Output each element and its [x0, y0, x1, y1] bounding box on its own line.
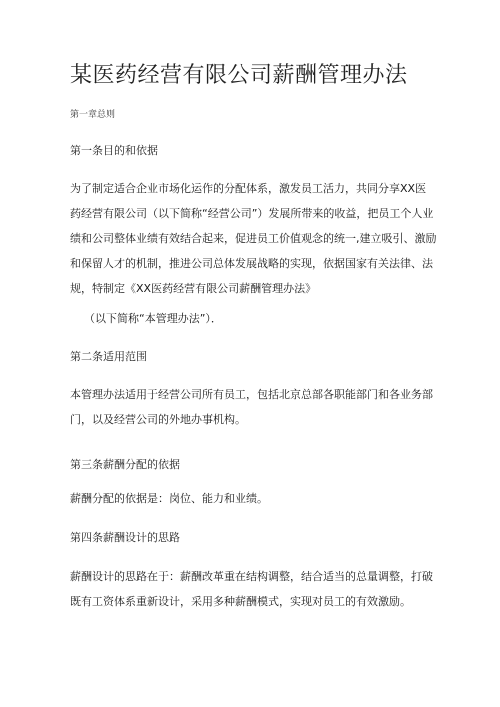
article-1-line: 规，特制定《XX医药经营有限公司薪酬管理办法》 — [70, 282, 317, 295]
article-1-tail: （以下简称“本管理办法”）． — [84, 312, 222, 325]
article-2-heading: 第二条适用范围 — [70, 350, 147, 363]
article-1-line: 绩和公司整体业绩有效结合起来，促进员工价值观念的统一,建立吸引、激励 — [70, 232, 437, 245]
article-2-body — [70, 382, 436, 432]
article-4-line: 既有工资体系重新设计，采用多种薪酬模式，实现对员工的有效激励。 — [70, 595, 411, 608]
article-1-line: 为了制定适合企业市场化运作的分配体系，激发员工活力，共同分享XX医 — [70, 182, 427, 195]
article-4-body — [70, 564, 436, 614]
article-1-heading: 第一条目的和依据 — [70, 144, 158, 157]
article-2-line: 门，以及经营公司的外地办事机构。 — [70, 413, 246, 426]
document-title: 某医药经营有限公司薪酬管理办法 — [70, 63, 408, 88]
article-3-line: 薪酬分配的依据是：岗位、能力和业绩。 — [70, 492, 268, 505]
article-1-line: 药经营有限公司（以下简称“经营公司”）发展所带来的收益，把员工个人业 — [70, 207, 434, 220]
article-4-line: 薪酬设计的思路在于：薪酬改革重在结构调整，结合适当的总量调整，打破 — [70, 570, 433, 583]
article-3-body — [70, 486, 436, 511]
article-4-heading: 第四条薪酬设计的思路 — [70, 531, 180, 544]
chapter-heading: 第一章总则 — [70, 110, 116, 120]
article-2-line: 本管理办法适用于经营公司所有员工，包括北京总部各职能部门和各业务部 — [70, 388, 433, 401]
article-1-body — [70, 176, 436, 301]
article-1-line: 和保留人才的机制，推进公司总体发展战略的实现，依据国家有关法律、法 — [70, 257, 433, 270]
article-3-heading: 第三条薪酬分配的依据 — [70, 458, 180, 471]
